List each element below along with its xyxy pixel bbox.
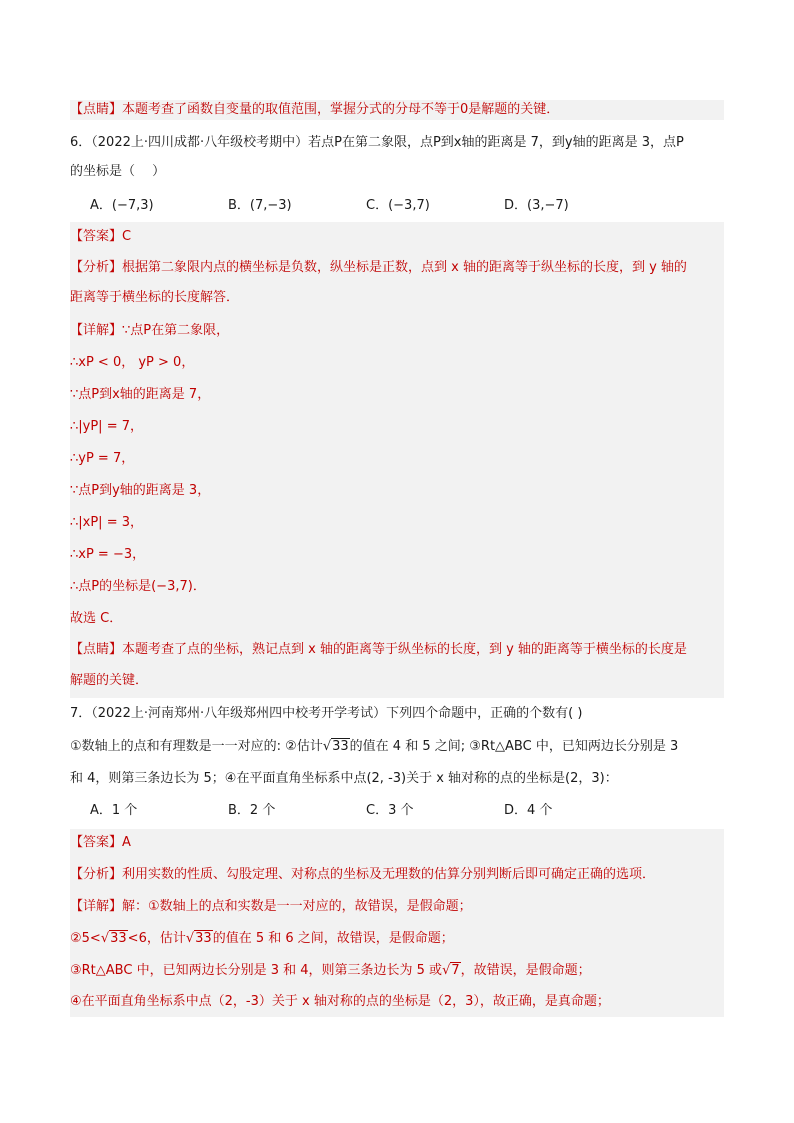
q6-stem-line-2: 的坐标是（ ）	[70, 164, 166, 179]
radicand: 7	[451, 963, 460, 978]
answer-value: C	[122, 229, 132, 244]
q7-stem-2a: ①数轴上的点和有理数是一一对应的: ②估计	[70, 739, 323, 754]
q6-option-b: B．(7,−3)	[228, 198, 292, 213]
q6-fenxi-line-2: 距离等于横坐标的长度解答．	[70, 290, 240, 305]
fenxi-label: 【分析】	[70, 867, 123, 882]
q7-stem-line-2	[70, 737, 724, 757]
q6-xiangjie-line	[70, 321, 724, 341]
q6-option-d: D．(3,−7)	[504, 198, 569, 213]
step-1: ∵点P在第二象限，	[122, 323, 230, 338]
q6-option-c: C．(−3,7)	[366, 198, 430, 213]
q7-option-a: A．1 个	[90, 803, 138, 818]
detail-3a: ③Rt△ABC 中，已知两边长分别是 3 和 4，则第三条边长为 5 或	[70, 963, 443, 978]
q7-option-d: D．4 个	[504, 803, 553, 818]
q7-options	[70, 801, 724, 821]
step-10: 故选 C．	[70, 611, 123, 626]
step-6: ∵点P到y轴的距离是 3，	[70, 483, 211, 498]
q6-option-a: A．(−7,3)	[90, 198, 154, 213]
radicand: 33	[332, 739, 349, 754]
q7-option-c: C．3 个	[366, 803, 414, 818]
fenxi-text: 利用实数的性质、勾股定理、对称点的坐标及无理数的估算分别判断后即可确定正确的选项．	[122, 867, 656, 882]
fenxi-text-1: 根据第二象限内点的横坐标是负数，纵坐标是正数，点到 x 轴的距离等于纵坐标的长度，到 y 轴的	[122, 260, 687, 275]
detail-2b: <6，估计	[127, 931, 186, 946]
detail-2a: ②5<	[70, 931, 101, 946]
xiangjie-label: 【详解】	[70, 323, 123, 338]
q7-answer	[70, 833, 724, 853]
sqrt-symbol: √	[100, 931, 110, 946]
step-3: ∵点P到x轴的距离是 7，	[70, 387, 211, 402]
sqrt-symbol: √	[322, 739, 332, 754]
dianjing-text-1: 本题考查了点的坐标，熟记点到 x 轴的距离等于纵坐标的长度，到 y 轴的距离等于横坐标的长度是	[122, 642, 687, 657]
dianjing-label: 【点睛】	[70, 642, 123, 657]
detail-2c: 的值在 5 和 6 之间，故错误，是假命题；	[212, 931, 454, 946]
q7-option-b: B．2 个	[228, 803, 276, 818]
q7-stem-line-1: 7．（2022上·河南郑州·八年级郑州四中校考开学考试）下列四个命题中，正确的个数有( )	[70, 706, 583, 721]
detail-4: ④在平面直角坐标系中点（2，-3）关于 x 轴对称的点的坐标是（2，3），故正确，是真命题；	[70, 994, 610, 1009]
q6-fenxi-line-1	[70, 258, 724, 278]
fenxi-label: 【分析】	[70, 260, 123, 275]
q6-dianjing-line-1	[70, 640, 724, 660]
q7-xiangjie-line	[70, 897, 724, 917]
sqrt-symbol: √	[442, 963, 451, 978]
step-7: ∴|xP| = 3，	[70, 515, 143, 530]
q7-stem-2b: 的值在 4 和 5 之间; ③Rt△ABC 中，已知两边长分别是 3	[349, 739, 679, 754]
q7-stem-line-3: 和 4，则第三条边长为 5；④在平面直角坐标系中点(2, -3)关于 x 轴对称的点的坐标是(2，3)：	[70, 771, 618, 786]
answer-value: A	[122, 835, 131, 850]
radicand: 33	[195, 931, 212, 946]
q7-solution-block	[70, 829, 724, 1017]
detail-1: 解：①数轴上的点和实数是一一对应的，故错误，是假命题；	[122, 899, 472, 914]
step-4: ∴|yP| = 7，	[70, 419, 143, 434]
q6-answer	[70, 227, 724, 247]
q6-options	[70, 196, 724, 216]
answer-label: 【答案】	[70, 835, 123, 850]
sqrt-symbol: √	[185, 931, 195, 946]
step-2: ∴xP < 0， yP > 0，	[70, 355, 195, 370]
step-5: ∴yP = 7，	[70, 451, 135, 466]
detail-2	[70, 929, 724, 949]
dianjing-text: 本题考查了函数自变量的取值范围，掌握分式的分母不等于0是解题的关键．	[122, 102, 560, 117]
answer-label: 【答案】	[70, 229, 123, 244]
dianjing-label: 【点睛】	[70, 102, 123, 117]
step-9: ∴点P的坐标是(−3,7)．	[70, 579, 206, 594]
top-dianjing	[70, 100, 724, 120]
q6-dianjing-line-2: 解题的关键．	[70, 673, 149, 688]
step-8: ∴xP = −3，	[70, 547, 146, 562]
xiangjie-label: 【详解】	[70, 899, 123, 914]
detail-3	[70, 961, 724, 981]
radicand: 33	[110, 931, 127, 946]
q7-fenxi-line	[70, 865, 724, 885]
detail-3b: ，故错误，是假命题；	[460, 963, 591, 978]
q6-stem-line-1: 6．（2022上·四川成都·八年级校考期中）若点P在第二象限，点P到x轴的距离是 7，到y轴的距离是 3，点P	[70, 135, 684, 150]
